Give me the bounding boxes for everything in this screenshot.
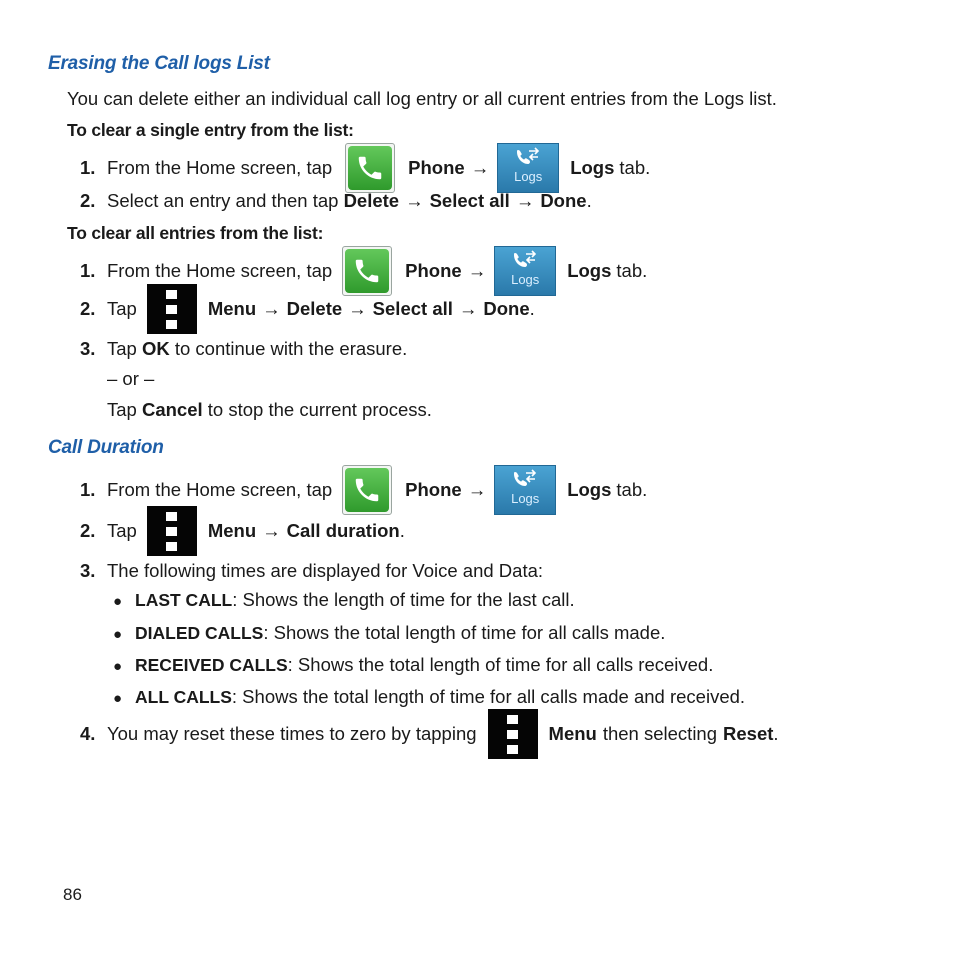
menu-icon[interactable] [147, 506, 197, 556]
cancel-label: Cancel [141, 399, 203, 420]
arrow-icon: → [467, 479, 487, 500]
step-text: The following times are displayed for Voice and Data: [107, 560, 544, 581]
arrow-icon: → [262, 298, 281, 319]
step-number: 1. [80, 479, 96, 500]
step-text: Select an entry and then tap [107, 190, 339, 211]
menu-icon[interactable] [488, 709, 538, 759]
section-heading-call-duration: Call Duration [48, 437, 164, 458]
logs-icon-label: Logs [511, 491, 540, 506]
step-text: Tap [107, 520, 137, 541]
step-text: You may reset these times to zero by tapping [107, 723, 477, 744]
step-number: 2. [80, 520, 96, 541]
bullet-term: DIALED CALLS [135, 623, 264, 643]
bullet-desc: : Shows the total length of time for all calls made and received. [231, 686, 746, 707]
tab-text: tab. [619, 157, 651, 178]
step-text: Tap [107, 338, 137, 359]
step-text: From the Home screen, tap [107, 157, 333, 178]
done-label: Done [483, 298, 530, 319]
step-row [80, 284, 535, 334]
page-number: 86 [63, 885, 82, 904]
step-text: to stop the current process. [207, 399, 432, 420]
period: . [586, 190, 592, 211]
arrow-icon: → [470, 157, 490, 178]
step-row [80, 709, 779, 759]
subheading-all-entries: To clear all entries from the list: [67, 223, 324, 243]
delete-label: Delete [343, 190, 400, 211]
step-row [80, 142, 650, 194]
step-number: 1. [80, 157, 96, 178]
step-text: Tap [107, 399, 137, 420]
logs-label: Logs [567, 260, 612, 281]
bullet-icon: ● [113, 690, 123, 707]
list-item [113, 589, 575, 613]
logs-tab-icon[interactable] [494, 465, 556, 515]
intro-paragraph: You can delete either an individual call log entry or all current entries from the Logs list. [67, 88, 777, 109]
cancel-line [107, 399, 432, 421]
bullet-desc: : Shows the total length of time for all calls received. [287, 654, 714, 675]
step-number: 3. [80, 560, 96, 581]
ok-label: OK [141, 338, 170, 359]
step-row [80, 506, 405, 556]
period: . [773, 723, 779, 744]
logs-label: Logs [567, 479, 612, 500]
bullet-icon: ● [113, 658, 123, 675]
step-number: 1. [80, 260, 96, 281]
tab-text: tab. [616, 479, 648, 500]
section-heading-erasing: Erasing the Call logs List [48, 53, 270, 74]
period: . [529, 298, 535, 319]
bullet-icon: ● [113, 626, 123, 643]
step-number: 3. [80, 338, 96, 359]
bullet-term: ALL CALLS [135, 687, 232, 707]
bullet-desc: : Shows the total length of time for all calls made. [263, 622, 666, 643]
tab-text: tab. [616, 260, 648, 281]
phone-label: Phone [408, 157, 465, 178]
step-text: From the Home screen, tap [107, 260, 333, 281]
bullet-desc: : Shows the length of time for the last call. [232, 589, 575, 610]
step-text: Tap [107, 298, 137, 319]
done-label: Done [540, 190, 587, 211]
step-number: 2. [80, 190, 96, 211]
arrow-icon: → [348, 298, 367, 319]
list-item [113, 622, 665, 646]
step-row [80, 190, 592, 212]
logs-tab-icon[interactable] [497, 143, 559, 193]
phone-app-icon[interactable] [345, 143, 395, 193]
reset-label: Reset [723, 723, 774, 744]
arrow-icon: → [467, 260, 487, 281]
arrow-icon: → [405, 190, 424, 211]
logs-label: Logs [570, 157, 615, 178]
step-number: 2. [80, 298, 96, 319]
period: . [399, 520, 405, 541]
bullet-icon: ● [113, 593, 123, 610]
step-number: 4. [80, 723, 96, 744]
logs-icon-label: Logs [514, 169, 543, 184]
step-row [80, 338, 407, 360]
menu-label: Menu [548, 723, 597, 744]
arrow-icon: → [515, 190, 535, 211]
menu-icon[interactable] [147, 284, 197, 334]
call-duration-label: Call duration [286, 520, 400, 541]
arrow-icon: → [262, 520, 281, 541]
step-text: From the Home screen, tap [107, 479, 333, 500]
step-row [80, 560, 543, 582]
step-text: to continue with the erasure. [174, 338, 408, 359]
phone-label: Phone [405, 260, 462, 281]
menu-label: Menu [207, 520, 257, 541]
select-all-label: Select all [429, 190, 510, 211]
phone-label: Phone [405, 479, 462, 500]
menu-label: Menu [207, 298, 257, 319]
list-item [113, 686, 745, 710]
logs-icon-label: Logs [511, 272, 540, 287]
step-text: then selecting [602, 723, 718, 744]
select-all-label: Select all [372, 298, 453, 319]
list-item [113, 654, 713, 678]
arrow-icon: → [458, 298, 478, 319]
or-separator: – or – [107, 368, 155, 389]
subheading-single-entry: To clear a single entry from the list: [67, 120, 354, 140]
bullet-term: RECEIVED CALLS [135, 655, 288, 675]
delete-label: Delete [286, 298, 343, 319]
bullet-term: LAST CALL [135, 590, 233, 610]
